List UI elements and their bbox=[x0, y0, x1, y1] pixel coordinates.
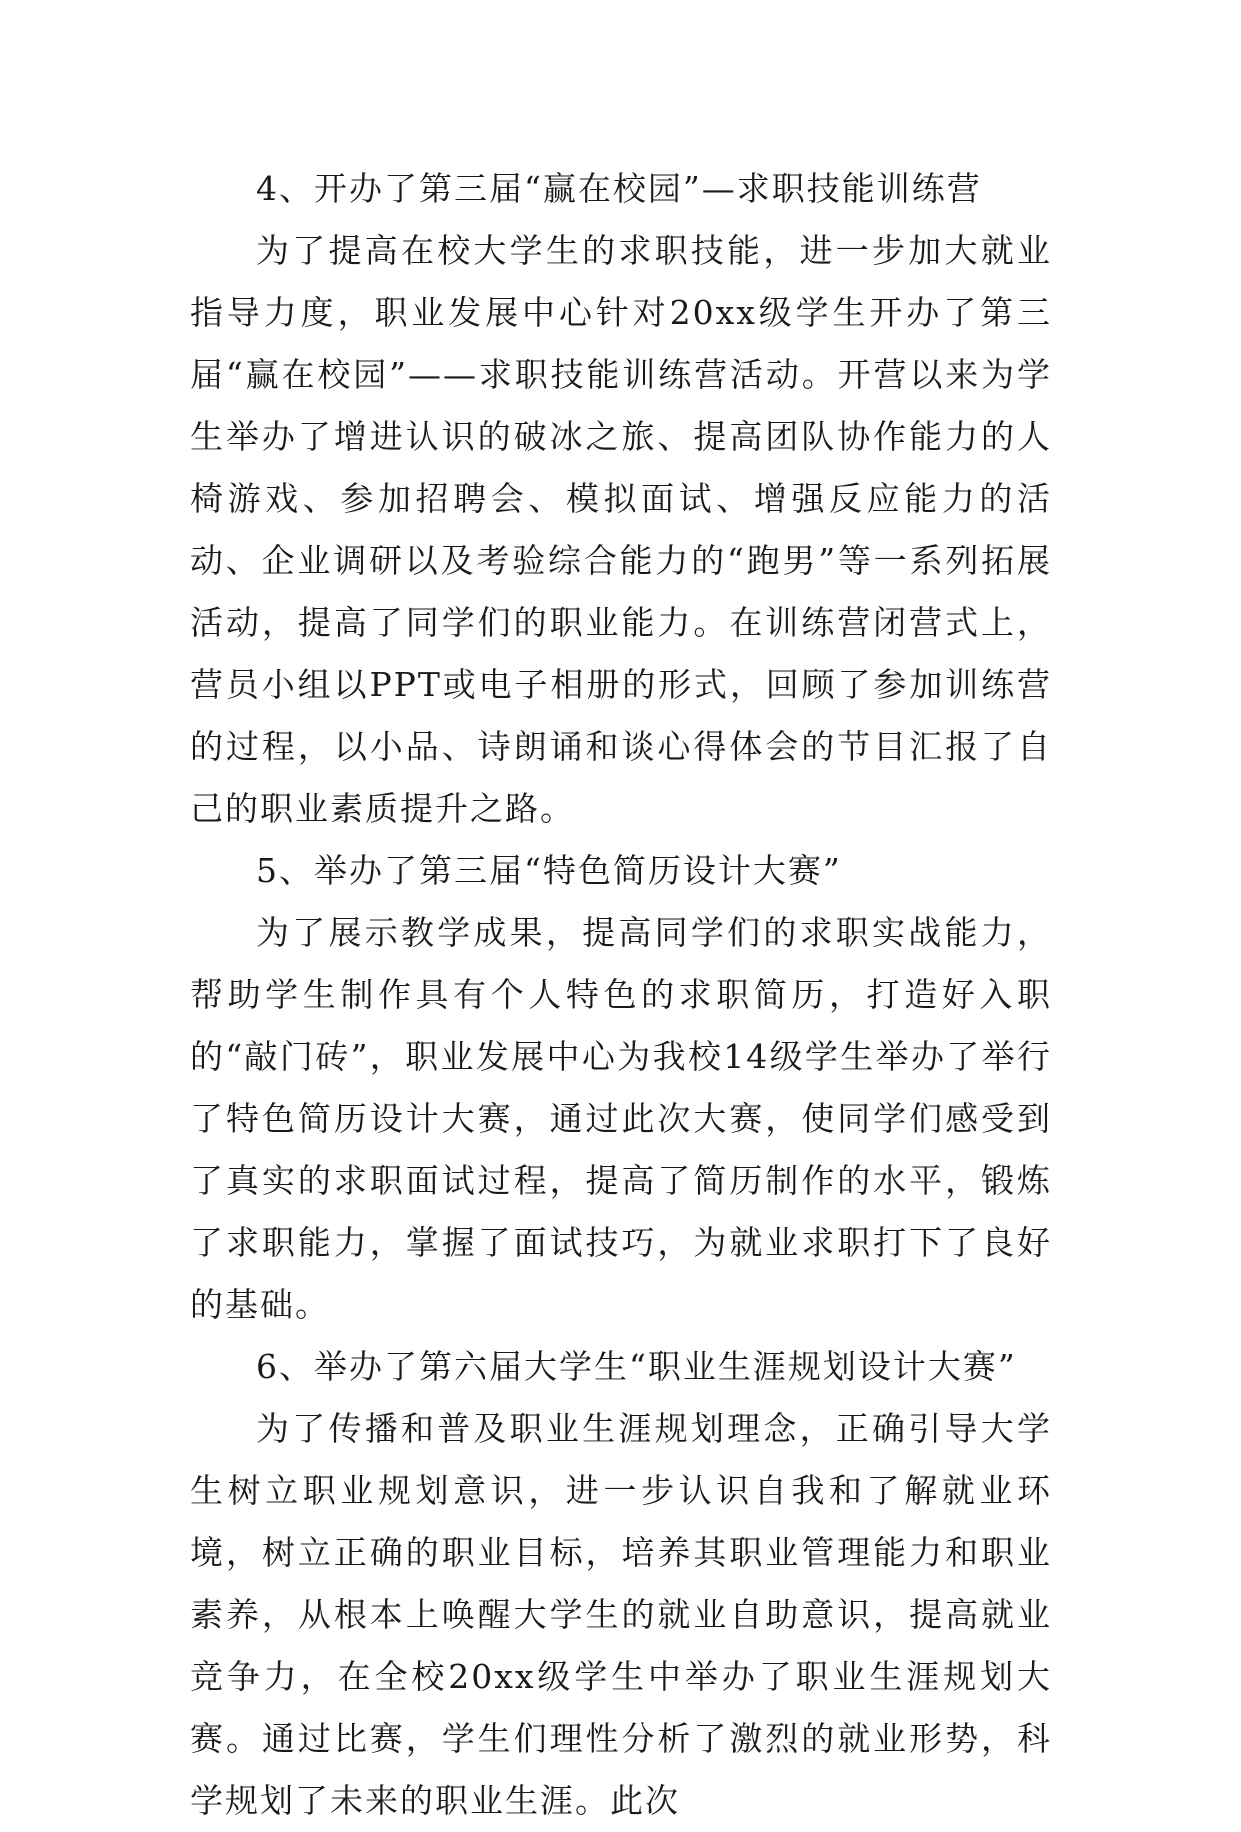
paragraph-resume-contest: 为了展示教学成果，提高同学们的求职实战能力，帮助学生制作具有个人特色的求职简历，打造好入职的“敲门砖”，职业发展中心为我校14级学生举办了举行了特色简历设计大赛，通过此次大赛，使同学们感受到了真实的求职面试过程，提高了简历制作的水平，锻炼了求职能力，掌握了面试技巧，为就业求职打下了良好的基础。 bbox=[190, 913, 1052, 1324]
section-heading-4: 4、开办了第三届“赢在校园”—求职技能训练营 bbox=[256, 169, 982, 208]
paragraph-career-planning-contest: 为了传播和普及职业生涯规划理念，正确引导大学生树立职业规划意识，进一步认识自我和了解就业环境，树立正确的职业目标，培养其职业管理能力和职业素养，从根本上唤醒大学生的就业自助意识，提高就业竞争力，在全校20xx级学生中举办了职业生涯规划大赛。通过比赛，学生们理性分析了激烈的就业形势，科学规划了未来的职业生涯。此次 bbox=[190, 1409, 1052, 1820]
section-heading-5: 5、举办了第三届“特色简历设计大赛” bbox=[256, 851, 842, 890]
paragraph-training-camp: 为了提高在校大学生的求职技能，进一步加大就业指导力度，职业发展中心针对20xx级学生开办了第三届“赢在校园”——求职技能训练营活动。开营以来为学生举办了增进认识的破冰之旅、提高团队协作能力的人椅游戏、参加招聘会、模拟面试、增强反应能力的活动、企业调研以及考验综合能力的“跑男”等一系列拓展活动，提高了同学们的职业能力。在训练营闭营式上，营员小组以PPT或电子相册的形式，回顾了参加训练营的过程，以小品、诗朗诵和谈心得体会的节目汇报了自己的职业素质提升之路。 bbox=[190, 231, 1052, 828]
section-heading-6: 6、举办了第六届大学生“职业生涯规划设计大赛” bbox=[256, 1347, 1017, 1386]
document-body bbox=[190, 158, 1052, 1832]
